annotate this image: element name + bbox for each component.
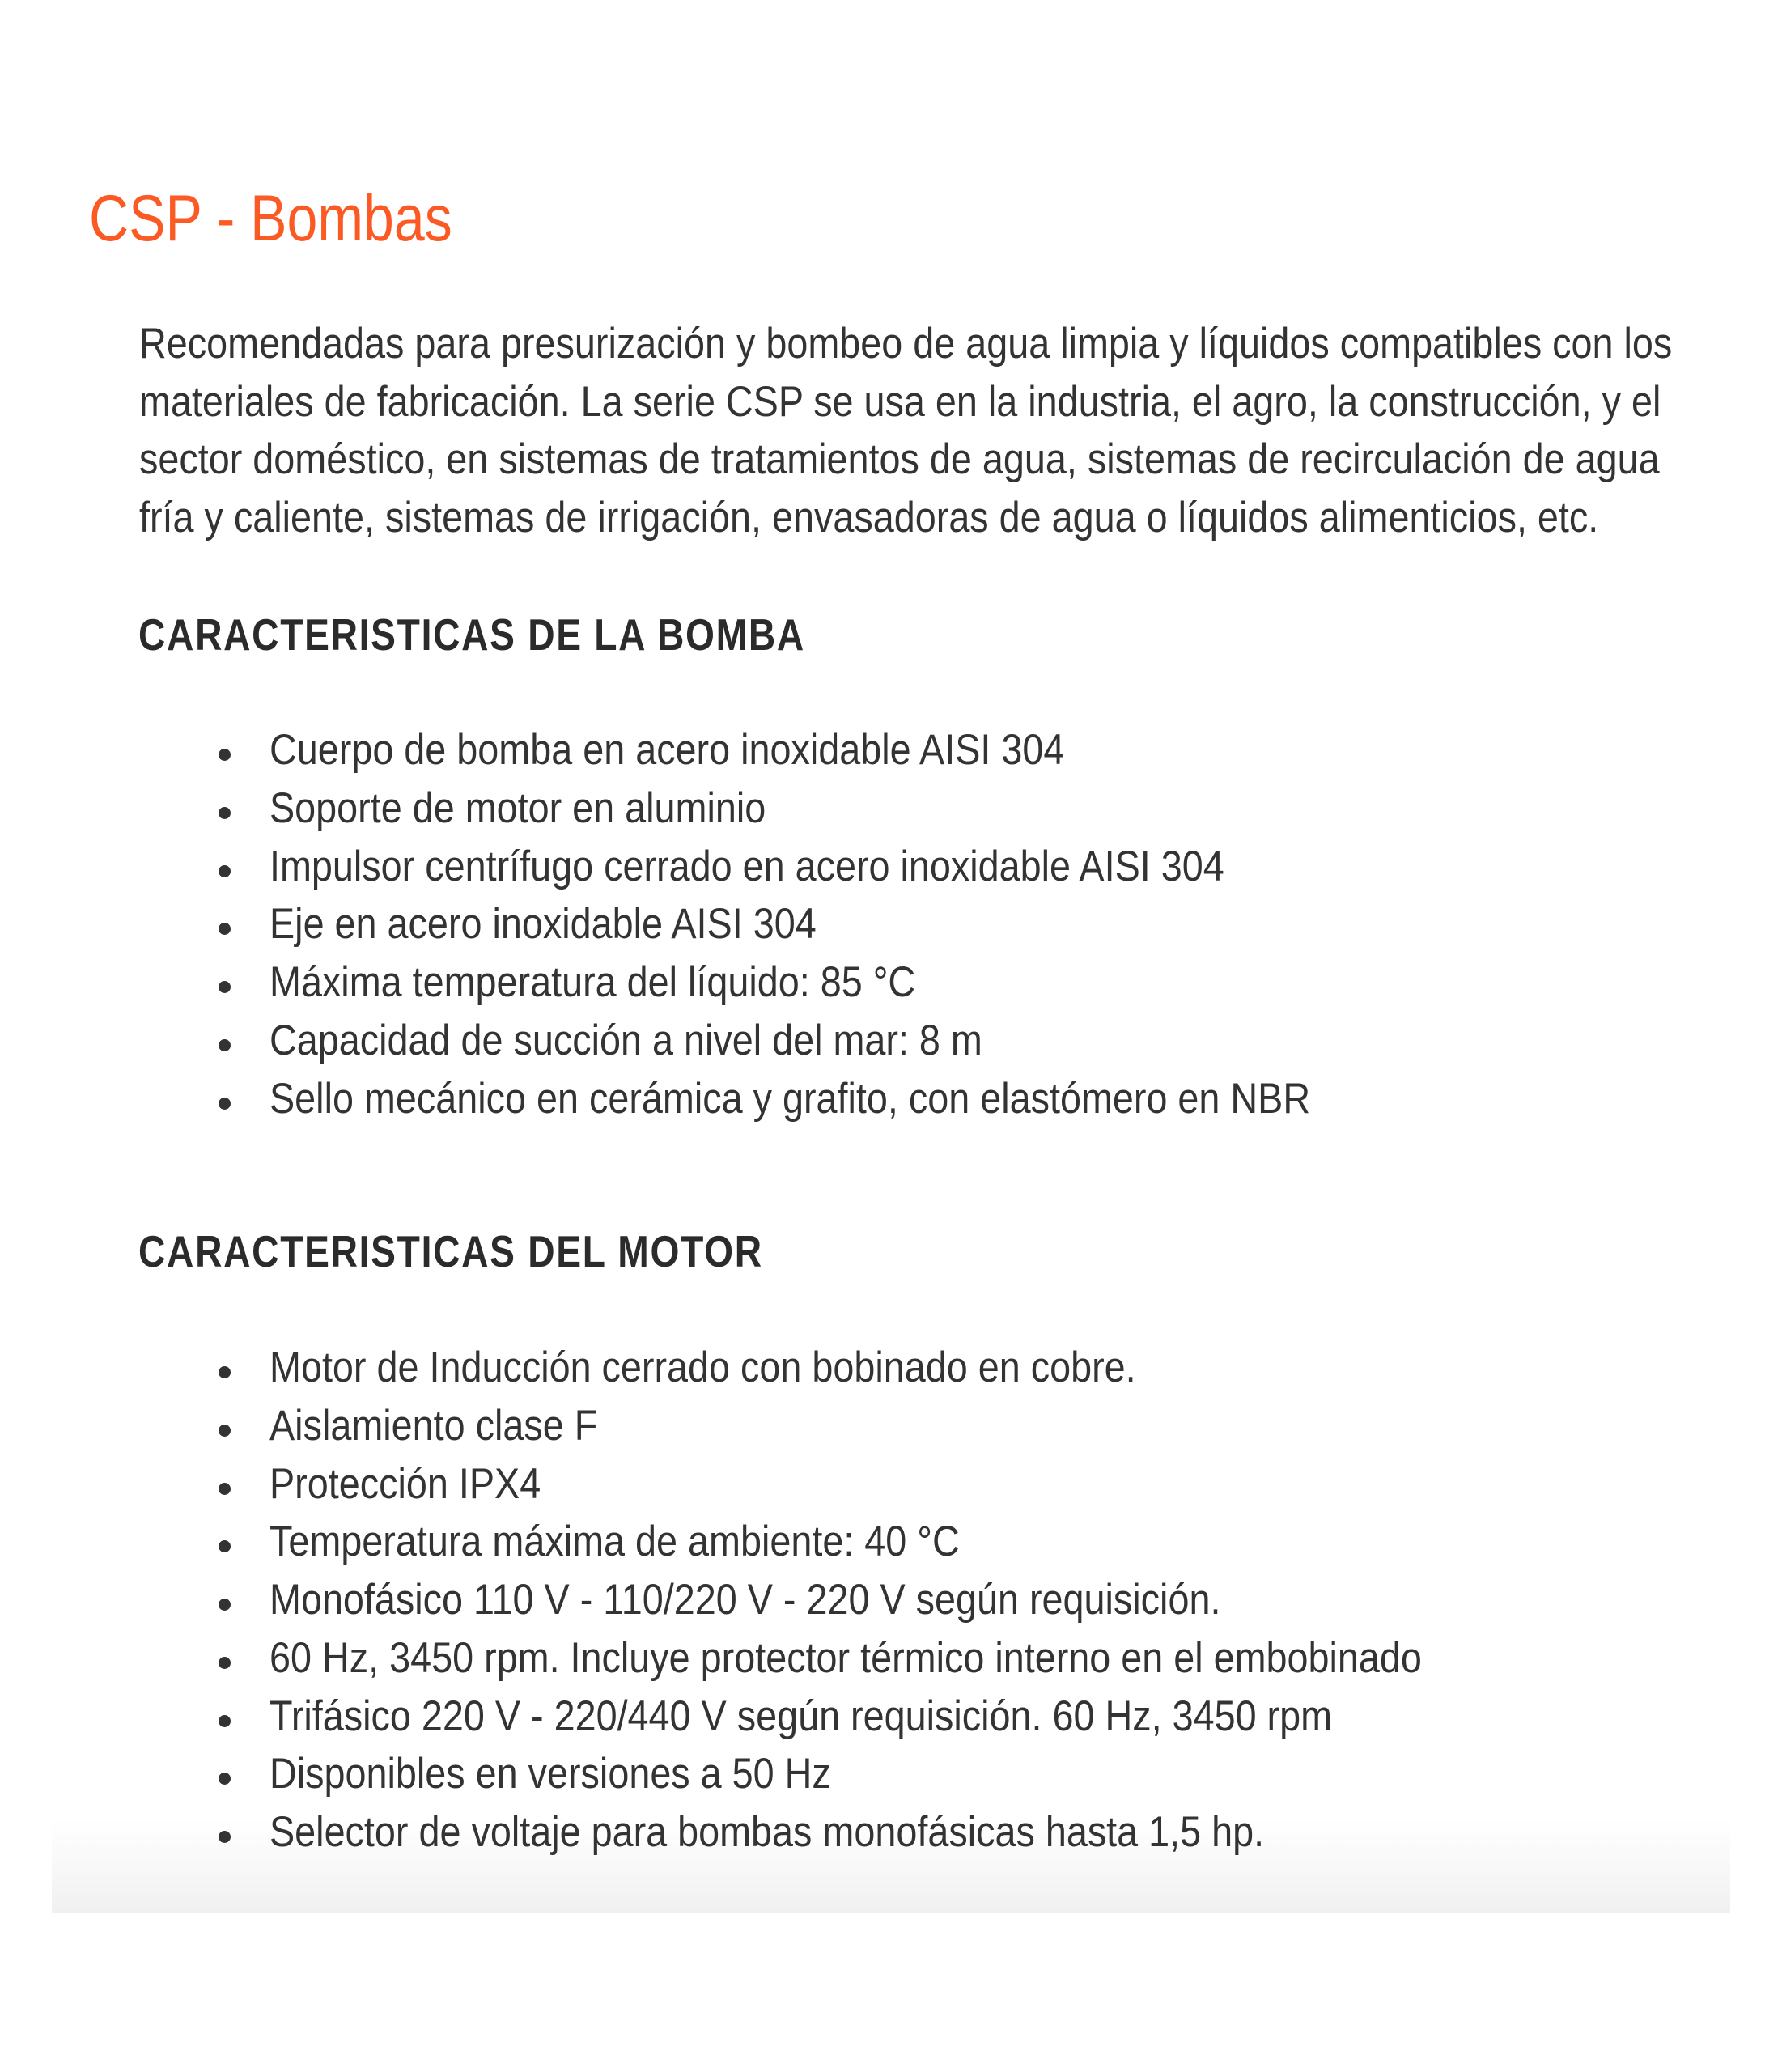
- list-item-text: Temperatura máxima de ambiente: 40 °C: [269, 1518, 960, 1566]
- list-item-text: Trifásico 220 V - 220/440 V según requisición. 60 Hz, 3450 rpm: [269, 1692, 1333, 1740]
- list-item-text: Monofásico 110 V - 110/220 V - 220 V según requisición.: [269, 1576, 1221, 1624]
- list-item-text: Disponibles en versiones a 50 Hz: [269, 1750, 831, 1798]
- bullet-icon: [219, 1715, 231, 1727]
- list-item-text: Sello mecánico en cerámica y grafito, con elastómero en NBR: [269, 1074, 1311, 1123]
- bullet-icon: [219, 1599, 231, 1611]
- page-title: CSP - Bombas: [89, 182, 452, 255]
- list-item-text: Aislamiento clase F: [269, 1401, 598, 1450]
- list-item-text: Eje en acero inoxidable AISI 304: [269, 900, 817, 949]
- bullet-icon: [219, 1540, 231, 1552]
- bullet-icon: [219, 1483, 231, 1495]
- bullet-icon: [219, 981, 231, 993]
- list-item-text: Cuerpo de bomba en acero inoxidable AISI 304: [269, 726, 1065, 774]
- bullet-icon: [219, 1831, 231, 1843]
- bullet-icon: [219, 1773, 231, 1785]
- bullet-icon: [219, 1657, 231, 1669]
- list-item-text: Capacidad de succión a nivel del mar: 8 m: [269, 1016, 982, 1064]
- intro-line: fría y caliente, sistemas de irrigación, envasadoras de agua o líquidos alimenticios, etc.: [139, 493, 1599, 541]
- bullet-icon: [219, 807, 231, 819]
- list-item-text: Impulsor centrífugo cerrado en acero inoxidable AISI 304: [269, 842, 1224, 890]
- bullet-icon: [219, 1366, 231, 1378]
- intro-line: materiales de fabricación. La serie CSP se usa en la industria, el agro, la construcción, y el: [139, 377, 1661, 426]
- bullet-icon: [219, 865, 231, 877]
- list-item-text: 60 Hz, 3450 rpm. Incluye protector térmico interno en el embobinado: [269, 1633, 1422, 1682]
- intro-line: Recomendadas para presurización y bombeo de agua limpia y líquidos compatibles con los: [139, 320, 1673, 367]
- pump-features-heading: CARACTERISTICAS DE LA BOMBA: [138, 609, 805, 660]
- bullet-icon: [219, 1424, 231, 1437]
- bullet-icon: [219, 1098, 231, 1110]
- list-item-text: Motor de Inducción cerrado con bobinado en cobre.: [269, 1344, 1136, 1391]
- list-item-text: Selector de voltaje para bombas monofásicas hasta 1,5 hp.: [269, 1808, 1265, 1856]
- intro-line: sector doméstico, en sistemas de tratamientos de agua, sistemas de recirculación de agua: [139, 435, 1660, 484]
- list-item-text: Protección IPX4: [269, 1459, 541, 1508]
- bullet-icon: [219, 1039, 231, 1051]
- motor-features-heading: CARACTERISTICAS DEL MOTOR: [138, 1226, 763, 1276]
- bullet-icon: [219, 749, 231, 761]
- bullet-icon: [219, 923, 231, 935]
- intro-paragraph: [139, 315, 1782, 546]
- list-item-text: Máxima temperatura del líquido: 85 °C: [269, 958, 916, 1006]
- list-item-text: Soporte de motor en aluminio: [269, 783, 766, 832]
